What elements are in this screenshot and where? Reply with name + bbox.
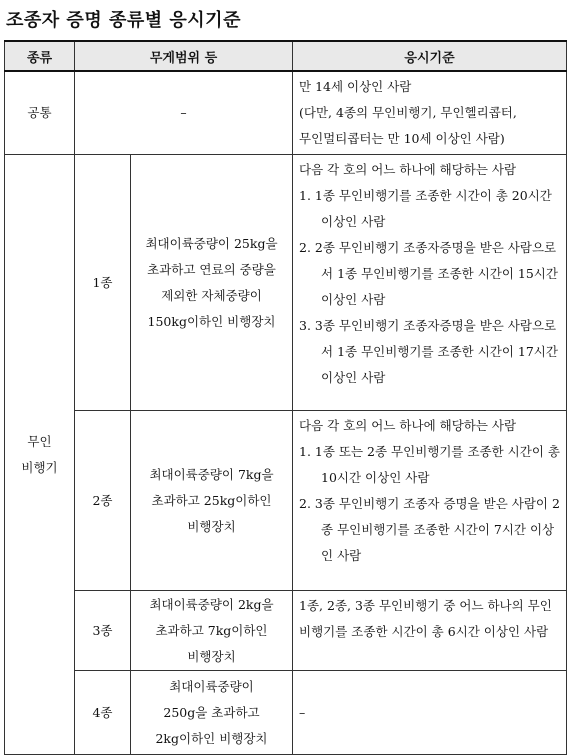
criteria-item: 1종, 2종, 3종 무인비행기 중 어느 하나의 무인비행기를 조종한 시간이 총 6시간 이상인 사람 xyxy=(299,598,552,639)
kind-uav-line1: 무인 xyxy=(27,433,52,449)
class-label: 2종 xyxy=(75,411,131,591)
weight-range xyxy=(131,591,293,671)
header-kind: 종류 xyxy=(5,41,75,71)
criteria-class1 xyxy=(293,155,567,411)
weight-line: 2kg이하인 비행장치 xyxy=(155,730,268,746)
weight-line: 초과하고 7kg이하인 xyxy=(155,622,268,638)
criteria-class4 xyxy=(293,671,567,755)
criteria-item: 1. 1종 또는 2종 무인비행기를 조종한 시간이 총 10시간 이상인 사람 xyxy=(299,444,560,485)
weight-line: 최대이륙중량이 2kg을 xyxy=(149,596,274,612)
weight-line: 비행장치 xyxy=(187,648,236,664)
class-label: 3종 xyxy=(75,591,131,671)
criteria-line: (다만, 4종의 무인비행기, 무인헬리콥터, xyxy=(299,105,517,120)
criteria-item: 2. 2종 무인비행기 조종자증명을 받은 사람으로서 1종 무인비행기를 조종한 시간이 15시간 이상인 사람 xyxy=(299,240,558,307)
criteria-table xyxy=(4,40,567,755)
criteria-item: 2. 3종 무인비행기 조종자 증명을 받은 사람이 2종 무인비행기를 조종한 시간이 7시간 이상인 사람 xyxy=(299,496,560,563)
class-label: 1종 xyxy=(75,155,131,411)
kind-uav xyxy=(5,155,75,755)
table-row-common xyxy=(5,71,567,155)
criteria-class3 xyxy=(293,591,567,671)
weight-range xyxy=(131,155,293,411)
page-title: 조종자 증명 종류별 응시기준 xyxy=(6,10,241,31)
header-weight: 무게범위 등 xyxy=(75,41,293,71)
table-row-class4 xyxy=(5,671,567,755)
weight-range xyxy=(131,671,293,755)
criteria-line: 무인멀티콥터는 만 10세 이상인 사람) xyxy=(299,131,505,146)
weight-line: 초과하고 연료의 중량을 xyxy=(147,261,276,277)
weight-line: 비행장치 xyxy=(187,518,236,534)
header-row xyxy=(5,41,567,71)
kind-uav-line2: 비행기 xyxy=(21,459,58,475)
weight-line: 최대이륙중량이 xyxy=(169,678,254,694)
weight-common: – xyxy=(75,71,293,155)
criteria-common xyxy=(293,71,567,155)
table-row-class3 xyxy=(5,591,567,671)
weight-line: 150kg이하인 비행장치 xyxy=(147,313,276,329)
weight-range xyxy=(131,411,293,591)
criteria-item: 3. 3종 무인비행기 조종자증명을 받은 사람으로서 1종 무인비행기를 조종한 시간이 17시간 이상인 사람 xyxy=(299,318,558,385)
weight-line: 제외한 자체중량이 xyxy=(161,287,262,303)
criteria-class2 xyxy=(293,411,567,591)
criteria-item: – xyxy=(299,704,306,720)
weight-line: 최대이륙중량이 7kg을 xyxy=(149,466,274,482)
criteria-line: 만 14세 이상인 사람 xyxy=(299,79,412,94)
table-row-class1 xyxy=(5,155,567,411)
weight-line: 초과하고 25kg이하인 xyxy=(151,492,272,508)
weight-line: 최대이륙중량이 25kg을 xyxy=(145,235,278,251)
class-label: 4종 xyxy=(75,671,131,755)
table-row-class2 xyxy=(5,411,567,591)
criteria-intro: 다음 각 호의 어느 하나에 해당하는 사람 xyxy=(299,162,517,177)
header-criteria: 응시기준 xyxy=(293,41,567,71)
weight-line: 250g을 초과하고 xyxy=(163,704,260,720)
criteria-item: 1. 1종 무인비행기를 조종한 시간이 총 20시간 이상인 사람 xyxy=(299,188,552,229)
criteria-intro: 다음 각 호의 어느 하나에 해당하는 사람 xyxy=(299,418,517,433)
kind-common: 공통 xyxy=(5,71,75,155)
